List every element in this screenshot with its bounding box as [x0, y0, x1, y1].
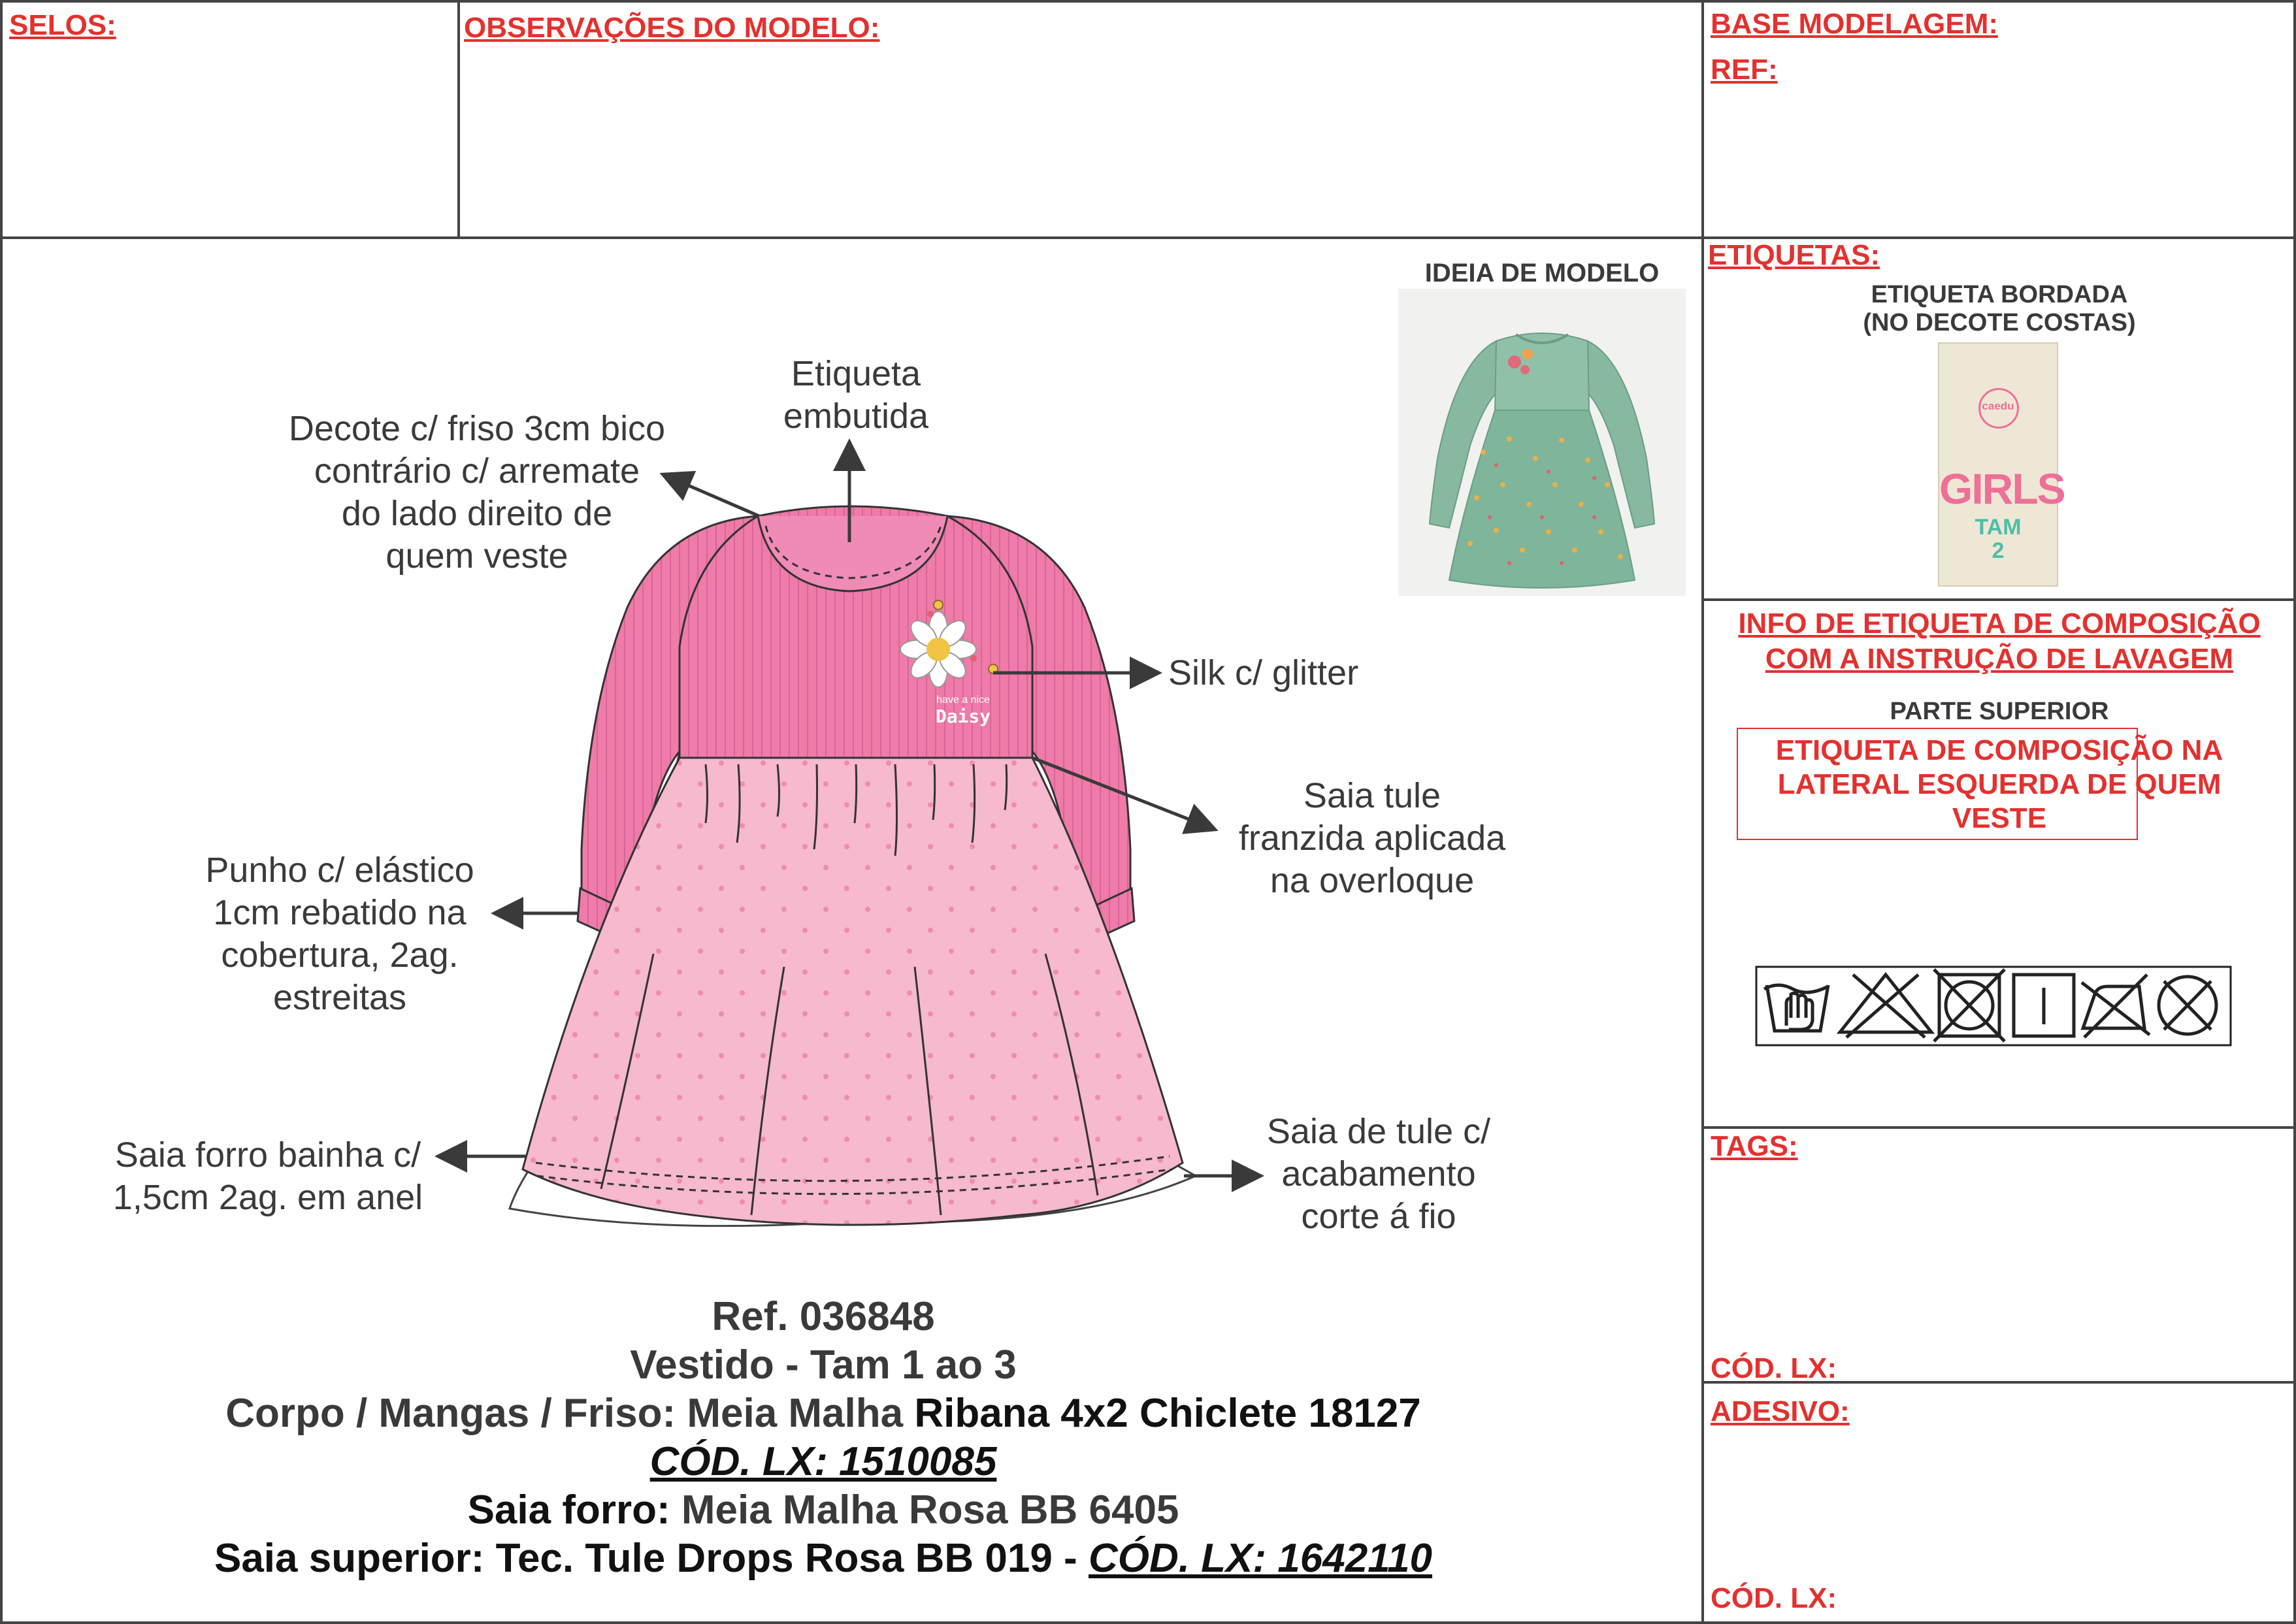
spec-corpo-cod-text: CÓD. LX: 1510085	[649, 1439, 997, 1484]
label-brand: caedu	[1982, 400, 2014, 412]
observacoes-title: OBSERVAÇÕES DO MODELO:	[464, 12, 880, 44]
tags-cod-lx: CÓD. LX:	[1711, 1352, 1837, 1384]
composicao-line1: ETIQUETA DE COMPOSIÇÃO NA	[1775, 734, 2223, 766]
etiquetas-bottom-divider	[1701, 598, 2296, 601]
spec-superior-label: Saia superior: Tec. Tule Drops Rosa BB 019 -	[214, 1536, 1089, 1581]
base-modelagem-title: BASE MODELAGEM:	[1711, 8, 1998, 40]
no-iron-icon	[2082, 975, 2150, 1037]
border-bottom	[0, 1621, 2296, 1624]
composicao-line2: LATERAL ESQUERDA DE QUEM	[1777, 768, 2222, 800]
spec-vestido: Vestido - Tam 1 ao 3	[630, 1342, 1017, 1388]
selos-title: SELOS:	[9, 9, 116, 41]
annotation-silk: Silk c/ glitter	[1168, 653, 1359, 692]
info-bottom-divider	[1701, 1126, 2296, 1129]
label-size: 2	[1992, 538, 2005, 563]
no-tumble-dry-icon	[1934, 969, 2005, 1041]
composicao-line3: VESTE	[1952, 802, 2047, 834]
spec-superior	[0, 1534, 1647, 1583]
spec-forro	[0, 1486, 1647, 1535]
woven-label	[1938, 342, 2065, 587]
label-girls: GIRLS	[1939, 464, 2065, 513]
hand-wash-icon	[1764, 985, 1828, 1031]
print-line1: have a nice	[936, 694, 990, 706]
info-title-line2: COM A INSTRUÇÃO DE LAVAGEM	[1765, 643, 2234, 675]
care-symbols	[1755, 966, 2232, 1047]
line-dry-icon	[2014, 975, 2074, 1036]
print-line2: Daisy	[935, 706, 991, 727]
spec-corpo-cod	[0, 1437, 1647, 1486]
spec-ref: Ref. 036848	[712, 1294, 935, 1339]
label-tam: TAM	[1975, 515, 2022, 540]
annotation-saia-tule: Saia tule franzida aplicada na overloque	[1238, 776, 1506, 900]
spec-corpo-label: Corpo / Mangas / Friso: Meia Malha	[225, 1391, 915, 1436]
etiqueta-bordada-line2: (NO DECOTE COSTAS)	[1863, 309, 2136, 336]
spec-superior-cod: CÓD. LX: 1642110	[1088, 1536, 1433, 1581]
spec-forro-label: Saia forro:	[467, 1487, 681, 1533]
annotation-forro: Saia forro bainha c/ 1,5cm 2ag. em anel	[112, 1135, 423, 1217]
annotation-tule-fio: Saia de tule c/ acabamento corte á fio	[1266, 1112, 1491, 1236]
etiquetas-title: ETIQUETAS:	[1708, 239, 1880, 271]
info-title-line1: INFO DE ETIQUETA DE COMPOSIÇÃO	[1738, 608, 2261, 640]
parte-superior: PARTE SUPERIOR	[1890, 698, 2109, 725]
spec-corpo-value: Ribana 4x2 Chiclete 18127	[914, 1391, 1421, 1436]
spec-corpo	[0, 1389, 1647, 1438]
adesivo-cod-lx: CÓD. LX:	[1711, 1582, 1837, 1614]
spec-forro-value: Meia Malha Rosa BB 6405	[681, 1487, 1179, 1533]
etiqueta-bordada-line1: ETIQUETA BORDADA	[1871, 281, 2128, 308]
annotation-etiqueta: Etiqueta embutida	[783, 354, 929, 436]
tags-title: TAGS:	[1711, 1130, 1798, 1162]
annotation-punho: Punho c/ elástico 1cm rebatido na cobertura, 2ag. estreitas	[205, 851, 474, 1017]
no-dry-clean-icon	[2159, 977, 2216, 1034]
ideia-title: IDEIA DE MODELO	[1424, 259, 1660, 287]
ref-title: REF:	[1711, 54, 1778, 86]
no-bleach-icon	[1840, 975, 1931, 1037]
adesivo-title: ADESIVO:	[1711, 1395, 1850, 1427]
annotation-decote: Decote c/ friso 3cm bico contrário c/ arremate do lado direito de quem veste	[288, 409, 666, 576]
